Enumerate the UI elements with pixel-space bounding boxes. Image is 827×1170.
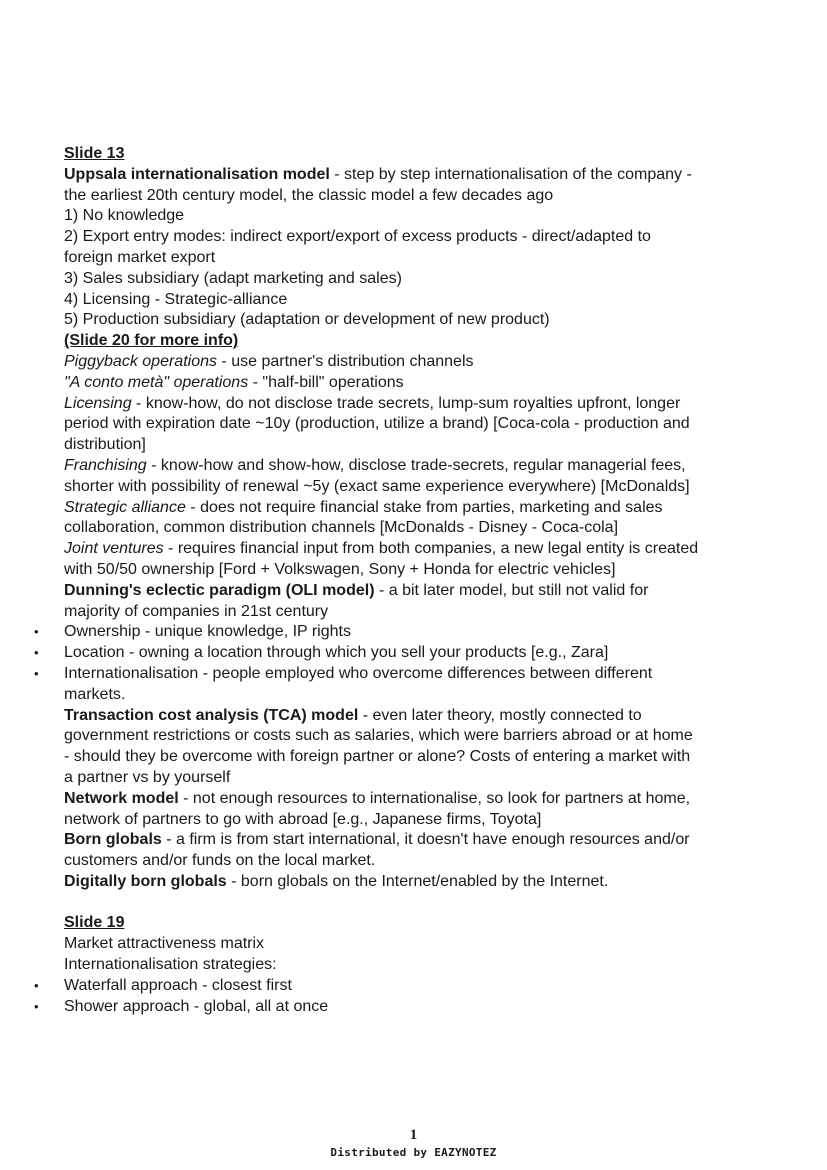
slide-20-reference: (Slide 20 for more info) [64, 332, 239, 350]
step-line: foreign market export [64, 248, 216, 266]
dunning-line-2: majority of companies in 21st century [64, 602, 329, 620]
network-title: Network model [64, 789, 179, 807]
conto-term: "A conto metà" operations [64, 373, 249, 391]
born-line-2: customers and/or funds on the local market. [64, 852, 376, 870]
licensing-line-2: period with expiration date ~10y (production, utilize a brand) [Coca-cola - production and [64, 415, 690, 433]
uppsala-line-2: the earliest 20th century model, the classic model a few decades ago [64, 186, 554, 204]
piggyback-line: Piggyback operations - use partner's distribution channels [64, 352, 474, 370]
document-body [64, 144, 794, 1017]
step-line: 3) Sales subsidiary (adapt marketing and sales) [64, 269, 402, 287]
joint-line-1: Joint ventures - requires financial input from both companies, a new legal entity is created [64, 540, 699, 558]
dunning-bullet: • Ownership - unique knowledge, IP rights [64, 622, 794, 643]
tca-line: government restrictions or costs such as salaries, which were barriers abroad or at home [64, 727, 693, 745]
step-line: 1) No knowledge [64, 207, 185, 225]
digital-title: Digitally born globals [64, 872, 227, 890]
step-line: 4) Licensing - Strategic-alliance [64, 290, 288, 308]
franchising-line-1: Franchising - know-how and show-how, disclose trade-secrets, regular managerial fees, [64, 456, 686, 474]
tca-line: - should they be overcome with foreign partner or alone? Costs of entering a market with [64, 748, 691, 766]
born-line-1: Born globals - a firm is from start international, it doesn't have enough resources and/or [64, 831, 690, 849]
strategy-bullet: • Shower approach - global, all at once [64, 997, 794, 1018]
uppsala-title: Uppsala internationalisation model [64, 165, 330, 183]
tca-title: Transaction cost analysis (TCA) model [64, 706, 359, 724]
joint-term: Joint ventures [64, 540, 164, 558]
tca-line: a partner vs by yourself [64, 768, 231, 786]
franchising-line-2: shorter with possibility of renewal ~5y (exact same experience everywhere) [McDonalds] [64, 477, 690, 495]
slide-13-heading: Slide 13 [64, 145, 125, 162]
slide-19-line-2: Internationalisation strategies: [64, 956, 277, 974]
slide-19-line-1: Market attractiveness matrix [64, 935, 265, 953]
dunning-bullet-continuation: markets. [64, 685, 126, 703]
section-gap [64, 893, 794, 914]
licensing-term: Licensing [64, 394, 132, 412]
licensing-line-3: distribution] [64, 436, 146, 454]
joint-line-2: with 50/50 ownership [Ford + Volkswagen, Sony + Honda for electric vehicles] [64, 560, 616, 578]
alliance-term: Strategic alliance [64, 498, 186, 516]
uppsala-line-1 [64, 165, 794, 186]
piggyback-term: Piggyback operations [64, 352, 217, 370]
page-number: 1 [409, 1127, 418, 1143]
alliance-line-1: Strategic alliance - does not require financial stake from parties, marketing and sales [64, 498, 663, 516]
digital-line: Digitally born globals - born globals on the Internet/enabled by the Internet. [64, 872, 609, 890]
slide-19-heading: Slide 19 [64, 914, 125, 932]
uppsala-desc-1: - step by step internationalisation of the company - [329, 165, 692, 183]
born-title: Born globals [64, 831, 162, 849]
network-line-1: Network model - not enough resources to internationalise, so look for partners at home, [64, 789, 691, 807]
step-line: 5) Production subsidiary (adaptation or development of new product) [64, 311, 550, 329]
dunning-title: Dunning's eclectic paradigm (OLI model) [64, 581, 375, 599]
strategy-bullet: • Waterfall approach - closest first [64, 976, 794, 997]
footer-distribution: Distributed by EAZYNOTEZ [330, 1146, 497, 1159]
licensing-line-1: Licensing - know-how, do not disclose trade secrets, lump-sum royalties upfront, longer [64, 394, 681, 412]
network-line-2: network of partners to go with abroad [e.g., Japanese firms, Toyota] [64, 810, 542, 828]
dunning-line-1: Dunning's eclectic paradigm (OLI model) - a bit later model, but still not valid for [64, 581, 649, 599]
tca-line-1: Transaction cost analysis (TCA) model - even later theory, mostly connected to [64, 706, 642, 724]
dunning-bullet: • Location - owning a location through which you sell your products [e.g., Zara] [64, 643, 794, 664]
franchising-term: Franchising [64, 456, 147, 474]
dunning-bullet: • Internationalisation - people employed who overcome differences between different [64, 664, 794, 685]
conto-line: "A conto metà" operations - "half-bill" operations [64, 373, 404, 391]
alliance-line-2: collaboration, common distribution channels [McDonalds - Disney - Coca-cola] [64, 519, 619, 537]
step-line: 2) Export entry modes: indirect export/export of excess products - direct/adapted to [64, 228, 651, 246]
